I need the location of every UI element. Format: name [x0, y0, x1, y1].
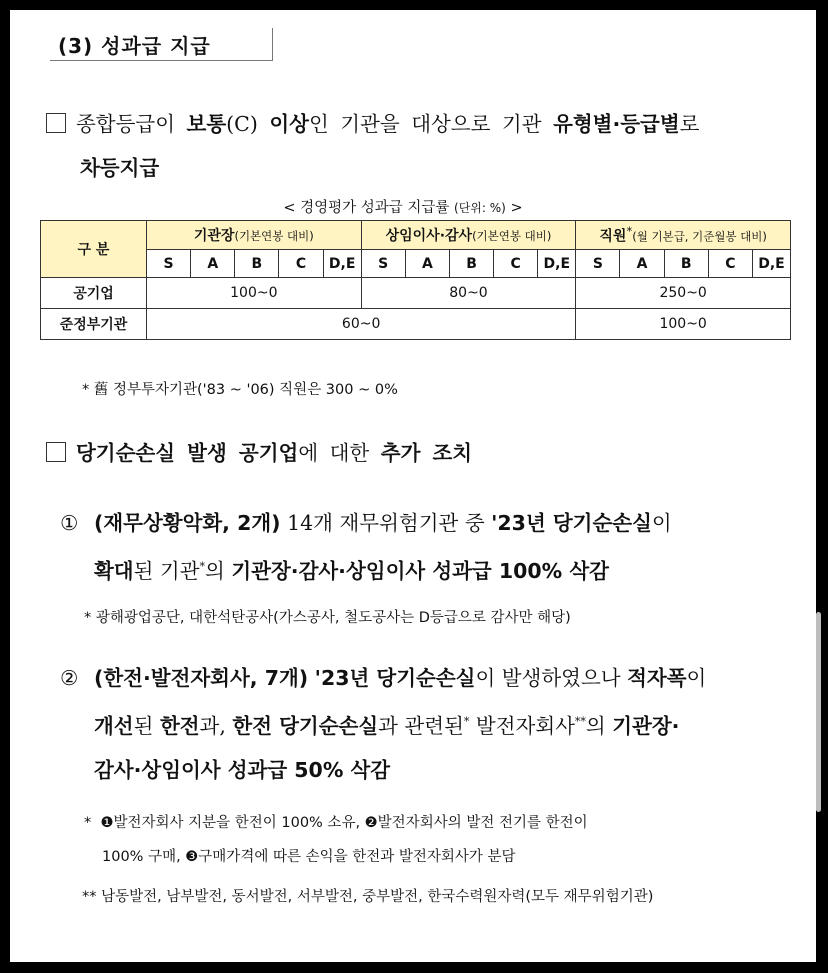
grade-cell: B: [235, 250, 279, 278]
grade-cell: A: [191, 250, 235, 278]
group-head-staff: 직원*(월 기본급, 기준월봉 대비): [576, 221, 791, 250]
corner-cell: 구 분: [41, 221, 147, 278]
rate-cell: 60~0: [147, 309, 576, 340]
grade-cell: S: [576, 250, 620, 278]
rate-cell: 100~0: [147, 278, 362, 309]
table-row: [41, 309, 791, 340]
table-row: [41, 278, 791, 309]
group-head-ceo: 기관장(기본연봉 대비): [147, 221, 362, 250]
paragraph-additional-measures: 당기순손실 발생 공기업에 대한 추가 조치: [46, 431, 472, 475]
list-item-financial-deterioration: ① (재무상황악화, 2개) 14개 재무위험기관 중 '23년 당기순손실이 확대된 기관*의 기관장·감사·상임이사 성과급 100% 삭감: [60, 511, 672, 583]
footnote-subsidiaries-list: ** 남동발전, 남부발전, 동서발전, 서부발전, 중부발전, 한국수력원자력(모두 재무위험기관): [82, 889, 654, 905]
grade-cell: D,E: [323, 250, 361, 278]
grade-cell: S: [361, 250, 405, 278]
grade-cell: C: [494, 250, 538, 278]
section-heading: [50, 28, 273, 61]
paragraph-differential-payment: 종합등급이 보통(C) 이상인 기관을 대상으로 기관 유형별·등급별로 차등지급: [46, 102, 699, 190]
rate-cell: 100~0: [576, 309, 791, 340]
table-caption: < 경영평가 성과급 지급률 (단위: %) >: [283, 200, 523, 216]
footnote-subsidiary-relationship: * ❶발전자회사 지분을 한전이 100% 소유, ❷발전자회사의 발전 전기를 한전이 100% 구매, ❸구매가격에 따른 손익을 한전과 발전자회사가 분담: [84, 815, 588, 865]
grade-cell: A: [405, 250, 449, 278]
bonus-rate-table: [40, 220, 791, 340]
grade-cell: D,E: [752, 250, 790, 278]
checkbox-bullet-icon: [46, 113, 66, 133]
grade-cell: B: [449, 250, 493, 278]
row-label: 공기업: [41, 278, 147, 309]
list-item-kepco: ② (한전·발전자회사, 7개) '23년 당기순손실이 발생하였으나 적자폭이 개선된 한전과, 한전 당기순손실과 관련된* 발전자회사**의 기관장· 감사·상임이사 성과급 50% 삭감: [60, 666, 707, 782]
table-header-row: [41, 221, 791, 250]
grade-row: [41, 250, 791, 278]
grade-cell: S: [147, 250, 191, 278]
grade-cell: D,E: [538, 250, 576, 278]
row-label: 준정부기관: [41, 309, 147, 340]
footnote-institutions: * 광해광업공단, 대한석탄공사(가스공사, 철도공사는 D등급으로 감사만 해당): [84, 610, 571, 626]
grade-cell: C: [279, 250, 323, 278]
checkbox-bullet-icon: [46, 442, 66, 462]
grade-cell: C: [708, 250, 752, 278]
section-title: (3) 성과급 지급: [58, 34, 211, 58]
rate-cell: 80~0: [361, 278, 576, 309]
grade-cell: A: [620, 250, 664, 278]
group-head-director: 상임이사·감사(기본연봉 대비): [361, 221, 576, 250]
grade-cell: B: [664, 250, 708, 278]
rate-cell: 250~0: [576, 278, 791, 309]
scrollbar[interactable]: [816, 612, 821, 812]
footnote-former-gov-investment: * 舊 정부투자기관('83 ~ '06) 직원은 300 ~ 0%: [82, 382, 398, 398]
